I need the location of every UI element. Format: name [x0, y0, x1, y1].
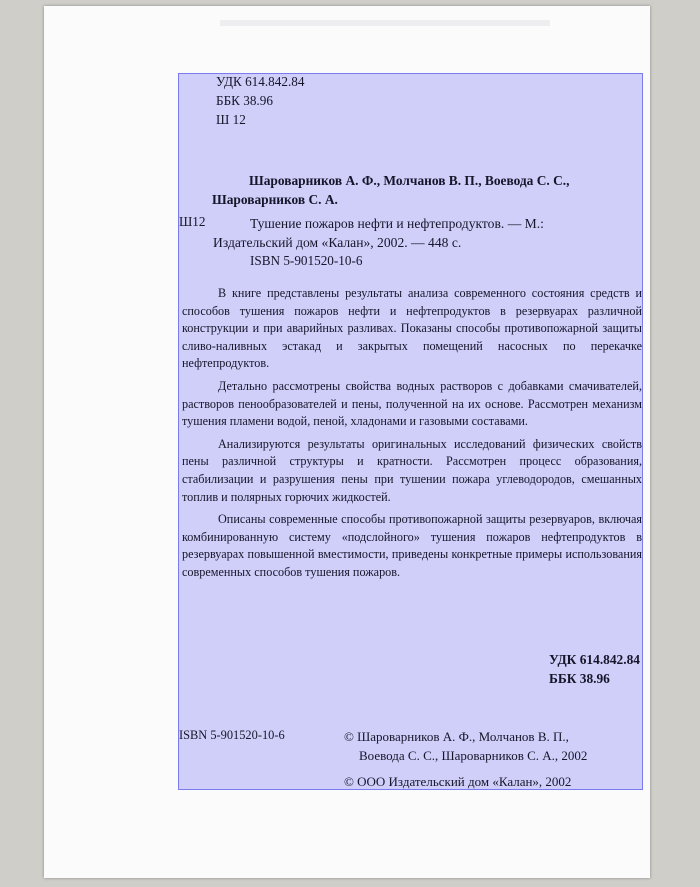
footer-udk: УДК 614.842.84: [548, 652, 640, 667]
copyright-line-2: Воевода С. С., Шароварников С. А., 2002: [359, 748, 588, 763]
footer-isbn: ISBN 5-901520-10-6: [179, 728, 285, 742]
abstract: [182, 285, 642, 587]
book-title-line-1: Тушение пожаров нефти и нефтепродуктов. — М.:: [250, 216, 544, 231]
text-selection-region[interactable]: [178, 73, 643, 790]
abstract-paragraph-2: Детально рассмотрены свойства водных растворов с добавками смачивателей, растворов пенообразователей и пены, полученной на их основе. Рассмотрен механизм тушения пламени водой, пеной, хладонами и газовыми составами.: [182, 378, 642, 429]
copyright-line-3: © ООО Издательский дом «Калан», 2002: [344, 774, 572, 789]
header-udk: УДК 614.842.84: [216, 74, 305, 89]
header-code: Ш 12: [216, 112, 246, 127]
book-title-line-2: Издательский дом «Калан», 2002. — 448 с.: [213, 235, 462, 250]
book-code: Ш12: [179, 214, 206, 229]
abstract-paragraph-3: Анализируются результаты оригинальных исследований физических свойств пены различной структуры и кратности. Рассмотрен процесс образования, стабилизации и разрушения пены при тушении пожара углеводородов, смешанных топлив и полярных горючих жидкостей.: [182, 436, 642, 504]
copyright-line-1: © Шароварников А. Ф., Молчанов В. П.,: [344, 729, 569, 744]
scanned-page: [44, 6, 650, 878]
footer-classification: [549, 650, 640, 688]
authors-line-1: Шароварников А. Ф., Молчанов В. П., Воевода С. С.,: [249, 173, 570, 188]
abstract-paragraph-4: Описаны современные способы противопожарной защиты резервуаров, включая комбинированную систему «подслойного» тушения пожаров нефтепродуктов в резервуарах повышенной вместимости, приведены конкретные примеры использования современных способов тушения пожаров.: [182, 512, 642, 579]
page-bleed-through: [220, 20, 550, 26]
header-bbk: ББК 38.96: [216, 93, 273, 108]
book-isbn: ISBN 5-901520-10-6: [250, 253, 363, 268]
authors: [212, 171, 639, 209]
copyright-block: [344, 727, 644, 791]
abstract-paragraph-1: В книге представлены результаты анализа современного состояния средств и способов тушения пожаров нефти и нефтепродуктов в резервуарах различной конструкции и при аварийных разливах. Показаны способы противопожарной защиты сливо-наливных эстакад и закрытых помещений насосных по перекачке нефтепродуктов.: [182, 286, 642, 371]
book-title: [213, 214, 640, 252]
footer-bbk: ББК 38.96: [548, 671, 610, 686]
authors-line-2: Шароварников С. А.: [212, 192, 338, 207]
